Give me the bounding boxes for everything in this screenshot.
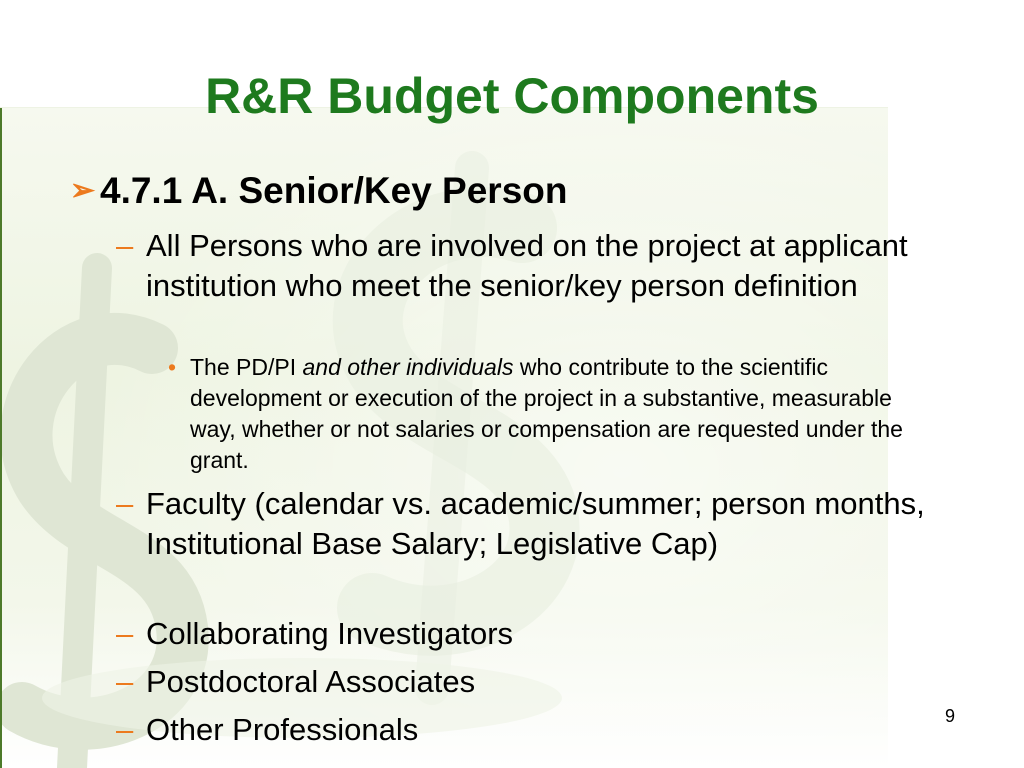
list-item <box>116 662 956 702</box>
sub-list-item-text <box>190 352 908 476</box>
list-item-text: All Persons who are involved on the project at applicant institution who meet the senior/key person definition <box>146 228 908 303</box>
slide-title: R&R Budget Components <box>205 68 819 124</box>
list-item-text: Collaborating Investigators <box>146 616 514 651</box>
list-item-text: Other Professionals <box>146 712 419 747</box>
dash-bullet: – <box>116 616 134 651</box>
dash-bullet: – <box>116 486 134 521</box>
dot-bullet: • <box>168 354 177 380</box>
heading-text: 4.7.1 A. Senior/Key Person <box>100 170 568 211</box>
sub-text-before: The PD/PI <box>190 354 303 380</box>
sub-list-item <box>168 352 908 476</box>
dash-bullet: – <box>116 228 134 263</box>
heading-bullet-item <box>70 168 568 214</box>
list-item <box>116 484 956 564</box>
dash-bullet: – <box>116 664 134 699</box>
arrow-bullet-icon: ➢ <box>70 174 96 207</box>
list-item <box>116 710 956 750</box>
sub-text-italic: and other individuals <box>302 354 514 380</box>
slide-page-number: 9 <box>945 706 956 726</box>
list-item <box>116 614 956 654</box>
list-item-text: Faculty (calendar vs. academic/summer; person months, Institutional Base Salary; Legislative Cap) <box>146 486 925 561</box>
list-item-text: Postdoctoral Associates <box>146 664 476 699</box>
left-divider <box>0 108 2 768</box>
dash-bullet: – <box>116 712 134 747</box>
sub-text-after: who contribute to the scientific development or execution of the project in a substantive, measurable way, whether or not salaries or compensation are requested under the grant. <box>190 354 903 473</box>
list-item <box>116 226 956 306</box>
